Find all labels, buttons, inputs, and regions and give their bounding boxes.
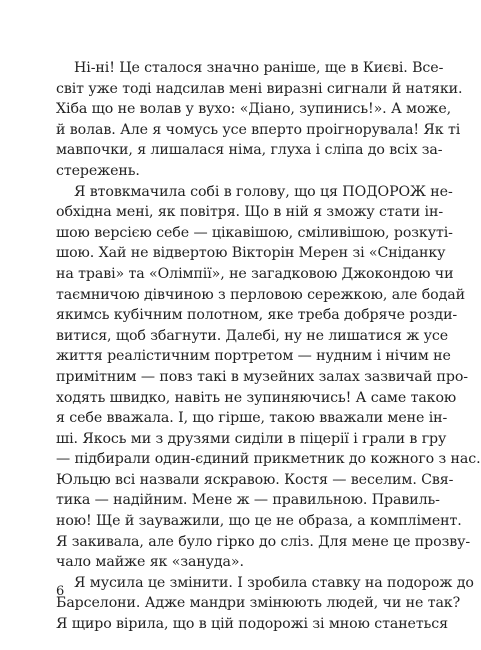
text-line: й волав. Але я чомусь усе вперто проігнорувала! Як ті xyxy=(56,121,461,138)
page-number: 6 xyxy=(56,584,65,599)
text-line: витися, щоб збагнути. Далебі, ну не лишатися ж усе xyxy=(56,327,449,344)
text-line: ші. Якось ми з друзями сиділи в піцерії і грали в гру xyxy=(56,430,447,447)
text-line: Я втовкмачила собі в голову, що ця ПОДОРОЖ не- xyxy=(74,183,453,200)
text-line: Барселони. Адже мандри змінюють людей, чи не так? xyxy=(56,595,461,612)
text-line: на траві» та «Олімпії», не загадковою Джокондою чи xyxy=(56,265,454,282)
text-line: якимсь кубічним полотном, яке треба добряче розди- xyxy=(56,307,458,324)
text-line: чало майже як «зануда». xyxy=(56,554,244,571)
text-line: шою версією себе — цікавішою, сміливішою, розкуті- xyxy=(56,224,453,241)
text-line: світ уже тоді надсилав мені виразні сигнали й натяки. xyxy=(56,80,463,97)
text-line: ходять швидко, навіть не зупиняючись! А саме такою xyxy=(56,389,457,406)
text-line: мавпочки, я лишалася німа, глуха і сліпа до всіх за- xyxy=(56,142,443,159)
text-line: шою. Хай не відвертою Вікторін Мерен зі «Сніданку xyxy=(56,245,446,262)
text-line: таємничою дівчиною з перловою сережкою, але бодай xyxy=(56,286,465,303)
text-line: — підбирали один-єдиний прикметник до кожного з нас. xyxy=(56,451,481,468)
text-line: тика — надійним. Мене ж — правильною. Правиль- xyxy=(56,492,440,509)
text-line: стережень. xyxy=(56,162,140,179)
text-line: Юльцю всі назвали яскравою. Костя — веселим. Свя- xyxy=(56,471,454,488)
text-line: примітним — повз такі в музейних залах зазвичай про- xyxy=(56,368,468,385)
text-line: Я мусила це змінити. І зробила ставку на подорож до xyxy=(74,574,474,591)
text-line: Ні-ні! Це сталося значно раніше, ще в Києві. Все- xyxy=(74,60,444,76)
body-text xyxy=(56,58,481,635)
text-line: ною! Ще й зауважили, що це не образа, а комплімент. xyxy=(56,513,462,530)
text-line: Хіба що не волав у вухо: «Діано, зупинись!». А може, xyxy=(56,101,452,118)
text-line: я себе вважала. І, що гірше, такою вважали мене ін- xyxy=(56,410,448,427)
text-line: Я щиро вірила, що в цій подорожі зі мною станеться xyxy=(56,616,448,633)
text-line: життя реалістичним портретом — нудним і нічим не xyxy=(56,348,451,365)
text-line: обхідна мені, як повітря. Що в ній я зможу стати ін- xyxy=(56,204,444,221)
text-line: Я закивала, але було гірко до сліз. Для мене це прозву- xyxy=(56,533,471,550)
